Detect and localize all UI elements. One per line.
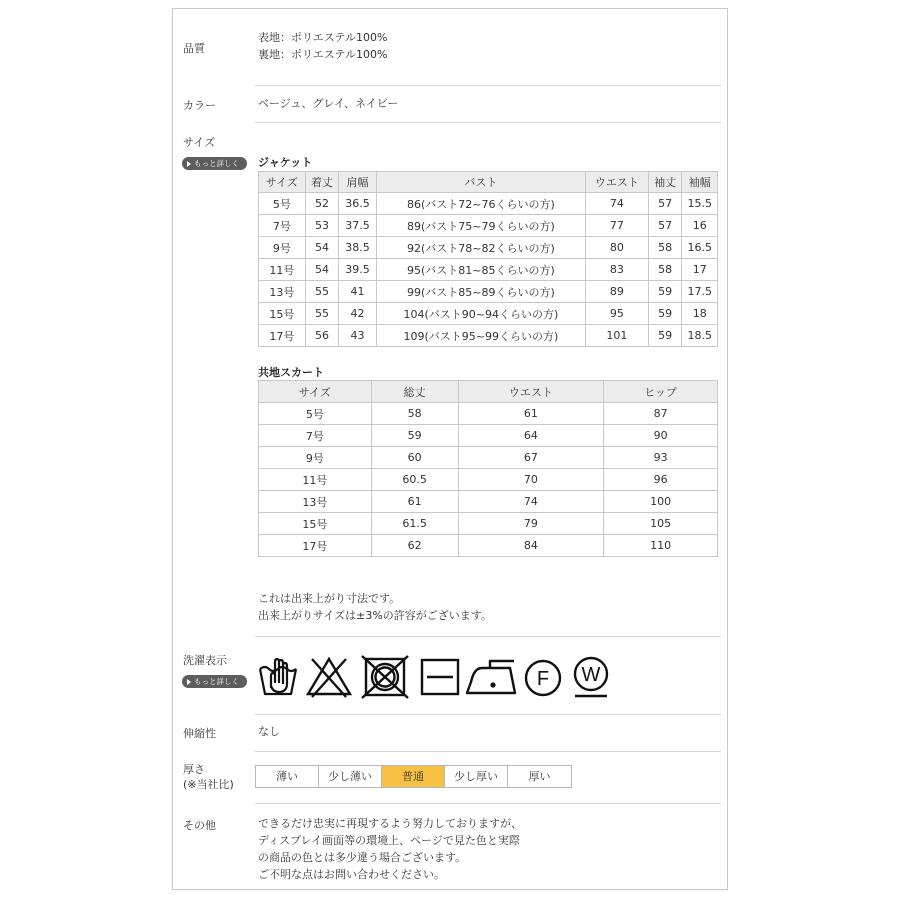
column-header: サイズ [259,381,372,403]
quality-label: 品質 [183,42,205,55]
table-cell: 109(バスト95~99くらいの方) [376,325,585,347]
stretch-value: なし [258,725,280,738]
dry-clean-f-icon [521,654,565,700]
column-header: 袖丈 [648,172,682,193]
column-header: 肩幅 [339,172,377,193]
table-cell: 38.5 [339,237,377,259]
table-cell: 17号 [259,325,306,347]
other-line: できるだけ忠実に再現するよう努力しておりますが、 [258,817,522,830]
table-cell: 11号 [259,259,306,281]
jacket-table-title: ジャケット [258,156,313,169]
table-cell: 95(バスト81~85くらいの方) [376,259,585,281]
table-cell: 87 [604,403,718,425]
play-triangle-icon [187,161,191,167]
divider [255,751,721,752]
divider [255,803,721,804]
other-label: その他 [183,819,216,832]
table-cell: 17号 [259,535,372,557]
table-cell: 70 [458,469,604,491]
table-cell: 95 [585,303,648,325]
table-cell: 53 [305,215,339,237]
table-cell: 16.5 [682,237,718,259]
thickness-label [183,762,234,792]
product-detail-card [172,8,728,890]
table-cell: 99(バスト85~89くらいの方) [376,281,585,303]
hand-wash-icon [257,654,299,700]
more-button-label: もっと詳しく [194,677,239,686]
table-cell: 18 [682,303,718,325]
table-cell: 90 [604,425,718,447]
table-row [259,447,718,469]
quality-line-outer: 表地：ポリエステル100% [258,31,388,44]
divider [255,122,721,123]
color-value: ベージュ、グレイ、ネイビー [258,97,399,110]
stretch-label: 伸縮性 [183,727,216,740]
table-row [259,403,718,425]
table-cell: 62 [371,535,458,557]
size-note: 出来上がりサイズは±3%の許容がございます。 [258,609,492,622]
size-note: これは出来上がり寸法です。 [258,592,401,605]
table-cell: 52 [305,193,339,215]
wet-clean-letter: W [581,664,601,686]
table-cell: 61 [371,491,458,513]
column-header: 袖幅 [682,172,718,193]
washing-more-button[interactable] [182,675,247,688]
column-header: 着丈 [305,172,339,193]
table-cell: 16 [682,215,718,237]
jacket-size-table [258,171,718,347]
table-row [259,535,718,557]
table-cell: 74 [585,193,648,215]
skirt-size-table [258,380,718,557]
table-cell: 5号 [259,403,372,425]
table-cell: 89(バスト75~79くらいの方) [376,215,585,237]
table-cell: 17 [682,259,718,281]
table-cell: 58 [371,403,458,425]
table-row [259,281,718,303]
table-cell: 101 [585,325,648,347]
table-row [259,215,718,237]
more-button-label: もっと詳しく [194,159,239,168]
table-cell: 110 [604,535,718,557]
table-cell: 9号 [259,447,372,469]
table-cell: 43 [339,325,377,347]
washing-label: 洗濯表示 [183,654,227,667]
thickness-option: 薄い [256,766,319,787]
table-cell: 104(バスト90~94くらいの方) [376,303,585,325]
table-cell: 55 [305,303,339,325]
no-bleach-icon [304,654,354,700]
table-cell: 58 [648,259,682,281]
table-cell: 83 [585,259,648,281]
table-cell: 77 [585,215,648,237]
table-cell: 80 [585,237,648,259]
table-row [259,193,718,215]
table-cell: 60.5 [371,469,458,491]
table-cell: 92(バスト78~82くらいの方) [376,237,585,259]
table-cell: 54 [305,237,339,259]
column-header: サイズ [259,172,306,193]
other-line: ディスプレイ画面等の環境上、ページで見た色と実際 [258,834,520,847]
size-more-button[interactable] [182,157,247,170]
table-cell: 17.5 [682,281,718,303]
table-row [259,259,718,281]
line-dry-icon [418,654,462,700]
table-cell: 96 [604,469,718,491]
table-row [259,513,718,535]
table-cell: 58 [648,237,682,259]
table-cell: 42 [339,303,377,325]
table-cell: 105 [604,513,718,535]
table-cell: 13号 [259,281,306,303]
table-row [259,237,718,259]
table-cell: 93 [604,447,718,469]
dry-clean-letter: F [536,668,550,690]
play-triangle-icon [187,679,191,685]
thickness-label-line: 厚さ [183,763,205,776]
table-cell: 7号 [259,425,372,447]
table-cell: 84 [458,535,604,557]
iron-low-icon [463,654,519,700]
table-cell: 57 [648,193,682,215]
skirt-table-title: 共地スカート [258,366,324,379]
table-cell: 39.5 [339,259,377,281]
table-cell: 56 [305,325,339,347]
table-cell: 74 [458,491,604,513]
table-cell: 59 [648,281,682,303]
divider [255,85,721,86]
table-cell: 67 [458,447,604,469]
column-header: ウエスト [585,172,648,193]
table-row [259,325,718,347]
table-row [259,491,718,513]
table-row [259,469,718,491]
quality-value [258,29,387,63]
column-header: ウエスト [458,381,604,403]
table-cell: 61.5 [371,513,458,535]
thickness-scale [255,765,572,788]
table-cell: 86(バスト72~76くらいの方) [376,193,585,215]
other-line: の商品の色とは多少違う場合ございます。 [258,851,467,864]
table-cell: 11号 [259,469,372,491]
column-header: ヒップ [604,381,718,403]
table-cell: 15.5 [682,193,718,215]
table-cell: 13号 [259,491,372,513]
table-cell: 7号 [259,215,306,237]
table-cell: 61 [458,403,604,425]
column-header: バスト [376,172,585,193]
no-tumble-dry-icon [360,654,410,700]
table-cell: 57 [648,215,682,237]
color-label: カラー [183,99,216,112]
table-cell: 100 [604,491,718,513]
table-cell: 79 [458,513,604,535]
thickness-option: 少し薄い [319,766,382,787]
table-row [259,303,718,325]
other-line: ご不明な点はお問い合わせください。 [258,868,445,881]
table-cell: 41 [339,281,377,303]
table-cell: 15号 [259,513,372,535]
table-cell: 36.5 [339,193,377,215]
table-cell: 60 [371,447,458,469]
column-header: 総丈 [371,381,458,403]
table-cell: 59 [371,425,458,447]
table-row [259,425,718,447]
thickness-label-note: (※当社比) [183,778,234,791]
thickness-option-selected: 普通 [382,766,445,787]
table-cell: 37.5 [339,215,377,237]
table-cell: 59 [648,325,682,347]
table-cell: 18.5 [682,325,718,347]
table-cell: 5号 [259,193,306,215]
table-cell: 89 [585,281,648,303]
table-cell: 59 [648,303,682,325]
divider [255,636,721,637]
table-cell: 15号 [259,303,306,325]
table-cell: 9号 [259,237,306,259]
other-value [258,815,522,883]
divider [255,714,721,715]
thickness-option: 少し厚い [445,766,508,787]
quality-line-lining: 裏地：ポリエステル100% [258,48,388,61]
wet-clean-w-icon [568,654,614,700]
thickness-option: 厚い [528,770,551,783]
table-cell: 55 [305,281,339,303]
size-label: サイズ [183,136,216,149]
table-cell: 64 [458,425,604,447]
table-cell: 54 [305,259,339,281]
size-notes [258,590,492,624]
